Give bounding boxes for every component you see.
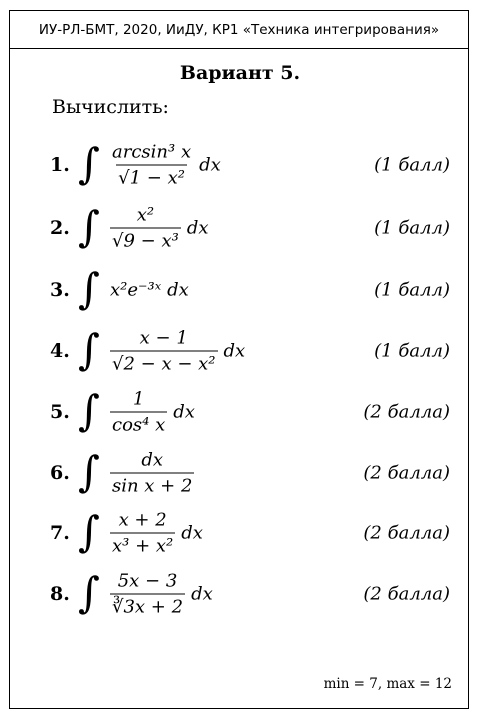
denominator: x³ + x² <box>110 533 175 557</box>
problem-number: 7. <box>50 522 70 544</box>
fraction <box>110 205 181 252</box>
points-label: (1 балл) <box>374 340 450 362</box>
integrand <box>110 450 200 497</box>
denominator: ∛3x + 2 <box>110 594 185 618</box>
differential: dx <box>186 217 209 239</box>
differential: dx <box>173 401 195 423</box>
problem-number: 2. <box>50 217 70 239</box>
integral-sign: ∫ <box>78 568 100 618</box>
integral-sign: ∫ <box>78 139 100 189</box>
fraction <box>110 389 167 436</box>
points-label: (1 балл) <box>374 217 450 239</box>
problem-number: 1. <box>50 154 70 176</box>
problem-3 <box>50 264 450 316</box>
instruction-text: Вычислить: <box>52 96 169 118</box>
integral-sign: ∫ <box>78 447 100 497</box>
numerator: arcsin³ x <box>112 141 192 163</box>
document-header: ИУ-РЛ-БМТ, 2020, ИиДУ, КР1 «Техника интегрирования» <box>38 22 440 38</box>
numerator: x − 1 <box>139 327 188 349</box>
problem-number: 4. <box>50 340 70 362</box>
integrand <box>110 205 209 252</box>
numerator: x² <box>136 204 155 226</box>
integrand <box>110 280 189 301</box>
differential: dx <box>191 583 213 605</box>
integrand <box>110 328 245 375</box>
inline-expression: x²e⁻³ˣ <box>110 279 162 301</box>
points-label: (1 балл) <box>374 154 450 176</box>
problem-8 <box>50 568 450 620</box>
integrand <box>110 571 213 618</box>
points-label: (2 балла) <box>363 522 450 544</box>
denominator: √1 − x² <box>116 165 187 189</box>
score-range: min = 7, max = 12 <box>323 676 452 692</box>
numerator: 5x − 3 <box>117 570 178 592</box>
denominator: cos⁴ x <box>110 412 167 436</box>
fraction <box>110 571 185 618</box>
numerator: dx <box>141 449 164 471</box>
fraction <box>110 510 175 557</box>
problem-1 <box>50 139 450 191</box>
integral-sign: ∫ <box>78 202 100 252</box>
problem-2 <box>50 202 450 254</box>
differential: dx <box>223 340 246 362</box>
integral-sign: ∫ <box>78 386 100 436</box>
integral-sign: ∫ <box>78 325 100 375</box>
problem-number: 8. <box>50 583 70 605</box>
integrand <box>110 510 203 557</box>
fraction <box>110 142 193 189</box>
points-label: (2 балла) <box>363 583 450 605</box>
header-divider <box>10 48 468 49</box>
integral-sign: ∫ <box>78 507 100 557</box>
points-label: (2 балла) <box>363 462 450 484</box>
fraction <box>110 450 194 497</box>
problem-6 <box>50 447 450 499</box>
numerator: 1 <box>132 388 145 410</box>
variant-title: Вариант 5. <box>179 62 301 84</box>
fraction <box>110 328 218 375</box>
integrand <box>110 389 195 436</box>
problem-5 <box>50 386 450 438</box>
problem-number: 5. <box>50 401 70 423</box>
denominator: sin x + 2 <box>110 473 194 497</box>
points-label: (2 балла) <box>363 401 450 423</box>
numerator: x + 2 <box>118 509 167 531</box>
denominator: √9 − x³ <box>110 228 181 252</box>
points-label: (1 балл) <box>374 279 450 301</box>
integral-sign: ∫ <box>78 264 100 314</box>
differential: dx <box>199 154 221 176</box>
problem-4 <box>50 325 450 377</box>
problem-number: 3. <box>50 279 70 301</box>
problem-number: 6. <box>50 462 70 484</box>
differential: dx <box>181 522 203 544</box>
differential: dx <box>167 279 189 301</box>
integrand <box>110 142 221 189</box>
problem-7 <box>50 507 450 559</box>
denominator: √2 − x − x² <box>110 351 218 375</box>
